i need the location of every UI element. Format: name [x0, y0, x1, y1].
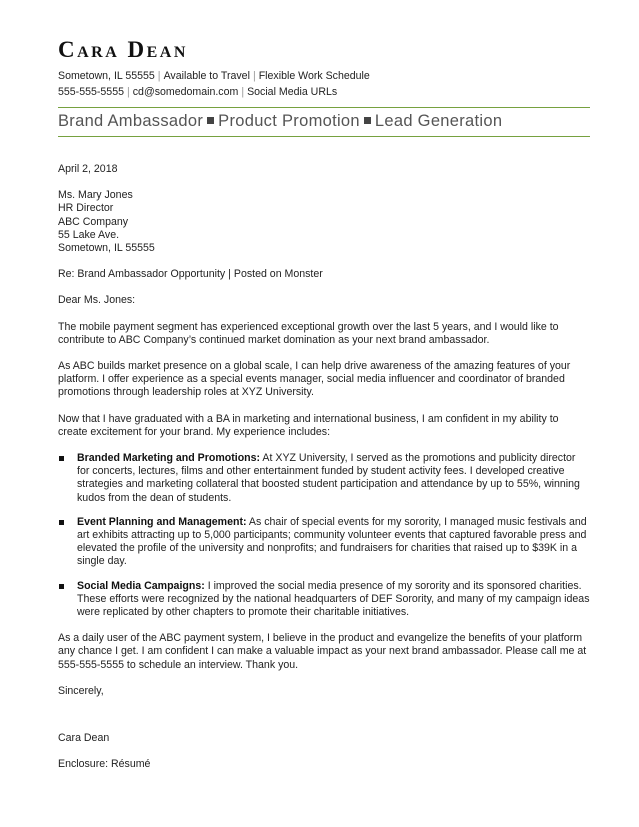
location: Sometown, IL 55555 [58, 70, 155, 82]
enclosure-note: Enclosure: Résumé [58, 758, 151, 771]
email: cd@somedomain.com [132, 86, 239, 98]
letter-body [58, 163, 590, 772]
contact-line-2 [58, 84, 639, 100]
headline [58, 112, 502, 131]
bullet-text: As chair of special events for my sorority, I managed music festivals and art exhibits attracting up to 5,000 participants; community volunteer events that captured favorable press and elevated the profile of the university and nonprofits; and fundraisers for charities that raised up to $39K in a single day. [77, 515, 587, 568]
applicant-name: Cara Dean [58, 37, 188, 62]
paragraph-1: The mobile payment segment has experienced exceptional growth over the last 5 years, and I would like to contribute to ABC Company’s continued market domination as your next brand ambassador. [58, 320, 559, 346]
headline-item: Product Promotion [218, 112, 360, 130]
square-bullet-icon [364, 117, 371, 124]
separator: | [157, 70, 161, 82]
travel-availability: Available to Travel [163, 70, 250, 82]
separator: | [126, 86, 130, 98]
paragraph-3: Now that I have graduated with a BA in marketing and international business, I am confident in my ability to create excitement for your brand. My experience includes: [58, 412, 559, 438]
bullet-text: At XYZ University, I served as the promotions and publicity director for concerts, lectures, films and other entertainment funded by student activity fees. I developed creative strategies and marketing collateral that boosted student participation and attendance by up to 55%, winning kudos from the dean of students. [77, 452, 580, 504]
recipient-line: 55 Lake Ave. [58, 228, 120, 241]
square-bullet-icon [207, 117, 214, 124]
separator: | [241, 86, 245, 98]
bullet-title: Branded Marketing and Promotions: [77, 452, 261, 465]
recipient-address [58, 189, 590, 255]
header-rule-top [58, 107, 590, 108]
salutation: Dear Ms. Jones: [58, 294, 136, 307]
bullet-icon [59, 584, 64, 589]
list-item [58, 516, 590, 569]
bullet-icon [59, 520, 64, 525]
bullet-title: Social Media Campaigns: [77, 579, 205, 592]
recipient-line: Sometown, IL 55555 [58, 242, 155, 255]
paragraph-2: As ABC builds market presence on a global scale, I can help drive awareness of the amazing features of your platform. I offer experience as a special events manager, social media influencer and coordinator of branded promotions through leadership roles at XYZ University. [58, 360, 571, 399]
closing: Sincerely, [58, 684, 104, 697]
letter-date: April 2, 2018 [58, 163, 118, 175]
headline-item: Brand Ambassador [58, 112, 204, 130]
subject-line: Re: Brand Ambassador Opportunity | Posted on Monster [58, 268, 323, 281]
separator: | [252, 70, 256, 82]
recipient-line: HR Director [58, 202, 114, 215]
phone: 555-555-5555 [58, 86, 124, 98]
experience-list [58, 452, 590, 619]
social-media-urls: Social Media URLs [247, 86, 338, 98]
recipient-line: Ms. Mary Jones [58, 189, 133, 202]
list-item [58, 580, 590, 620]
headline-item: Lead Generation [374, 112, 503, 130]
paragraph-4: As a daily user of the ABC payment system, I believe in the product and evangelize the benefits of your platform any chance I get. I am confident I can make a valuable impact as your next brand ambassador. Please call me at 555-555-5555 to schedule an interview. Thank you. [58, 632, 587, 671]
work-schedule: Flexible Work Schedule [258, 70, 370, 82]
signature-name: Cara Dean [58, 732, 110, 745]
bullet-text: I improved the social media presence of my sorority and its sponsored charities. These efforts were recognized by the national headquarters of DEF Sorority, and many of my campaign ideas were replicated by other chapters to promote their charitable initiatives. [77, 579, 590, 619]
bullet-title: Event Planning and Management: [77, 515, 247, 528]
header-rule-bottom [58, 136, 590, 137]
recipient-line: ABC Company [58, 215, 129, 228]
list-item [58, 452, 590, 505]
bullet-icon [59, 456, 64, 461]
contact-line-1 [58, 68, 639, 84]
